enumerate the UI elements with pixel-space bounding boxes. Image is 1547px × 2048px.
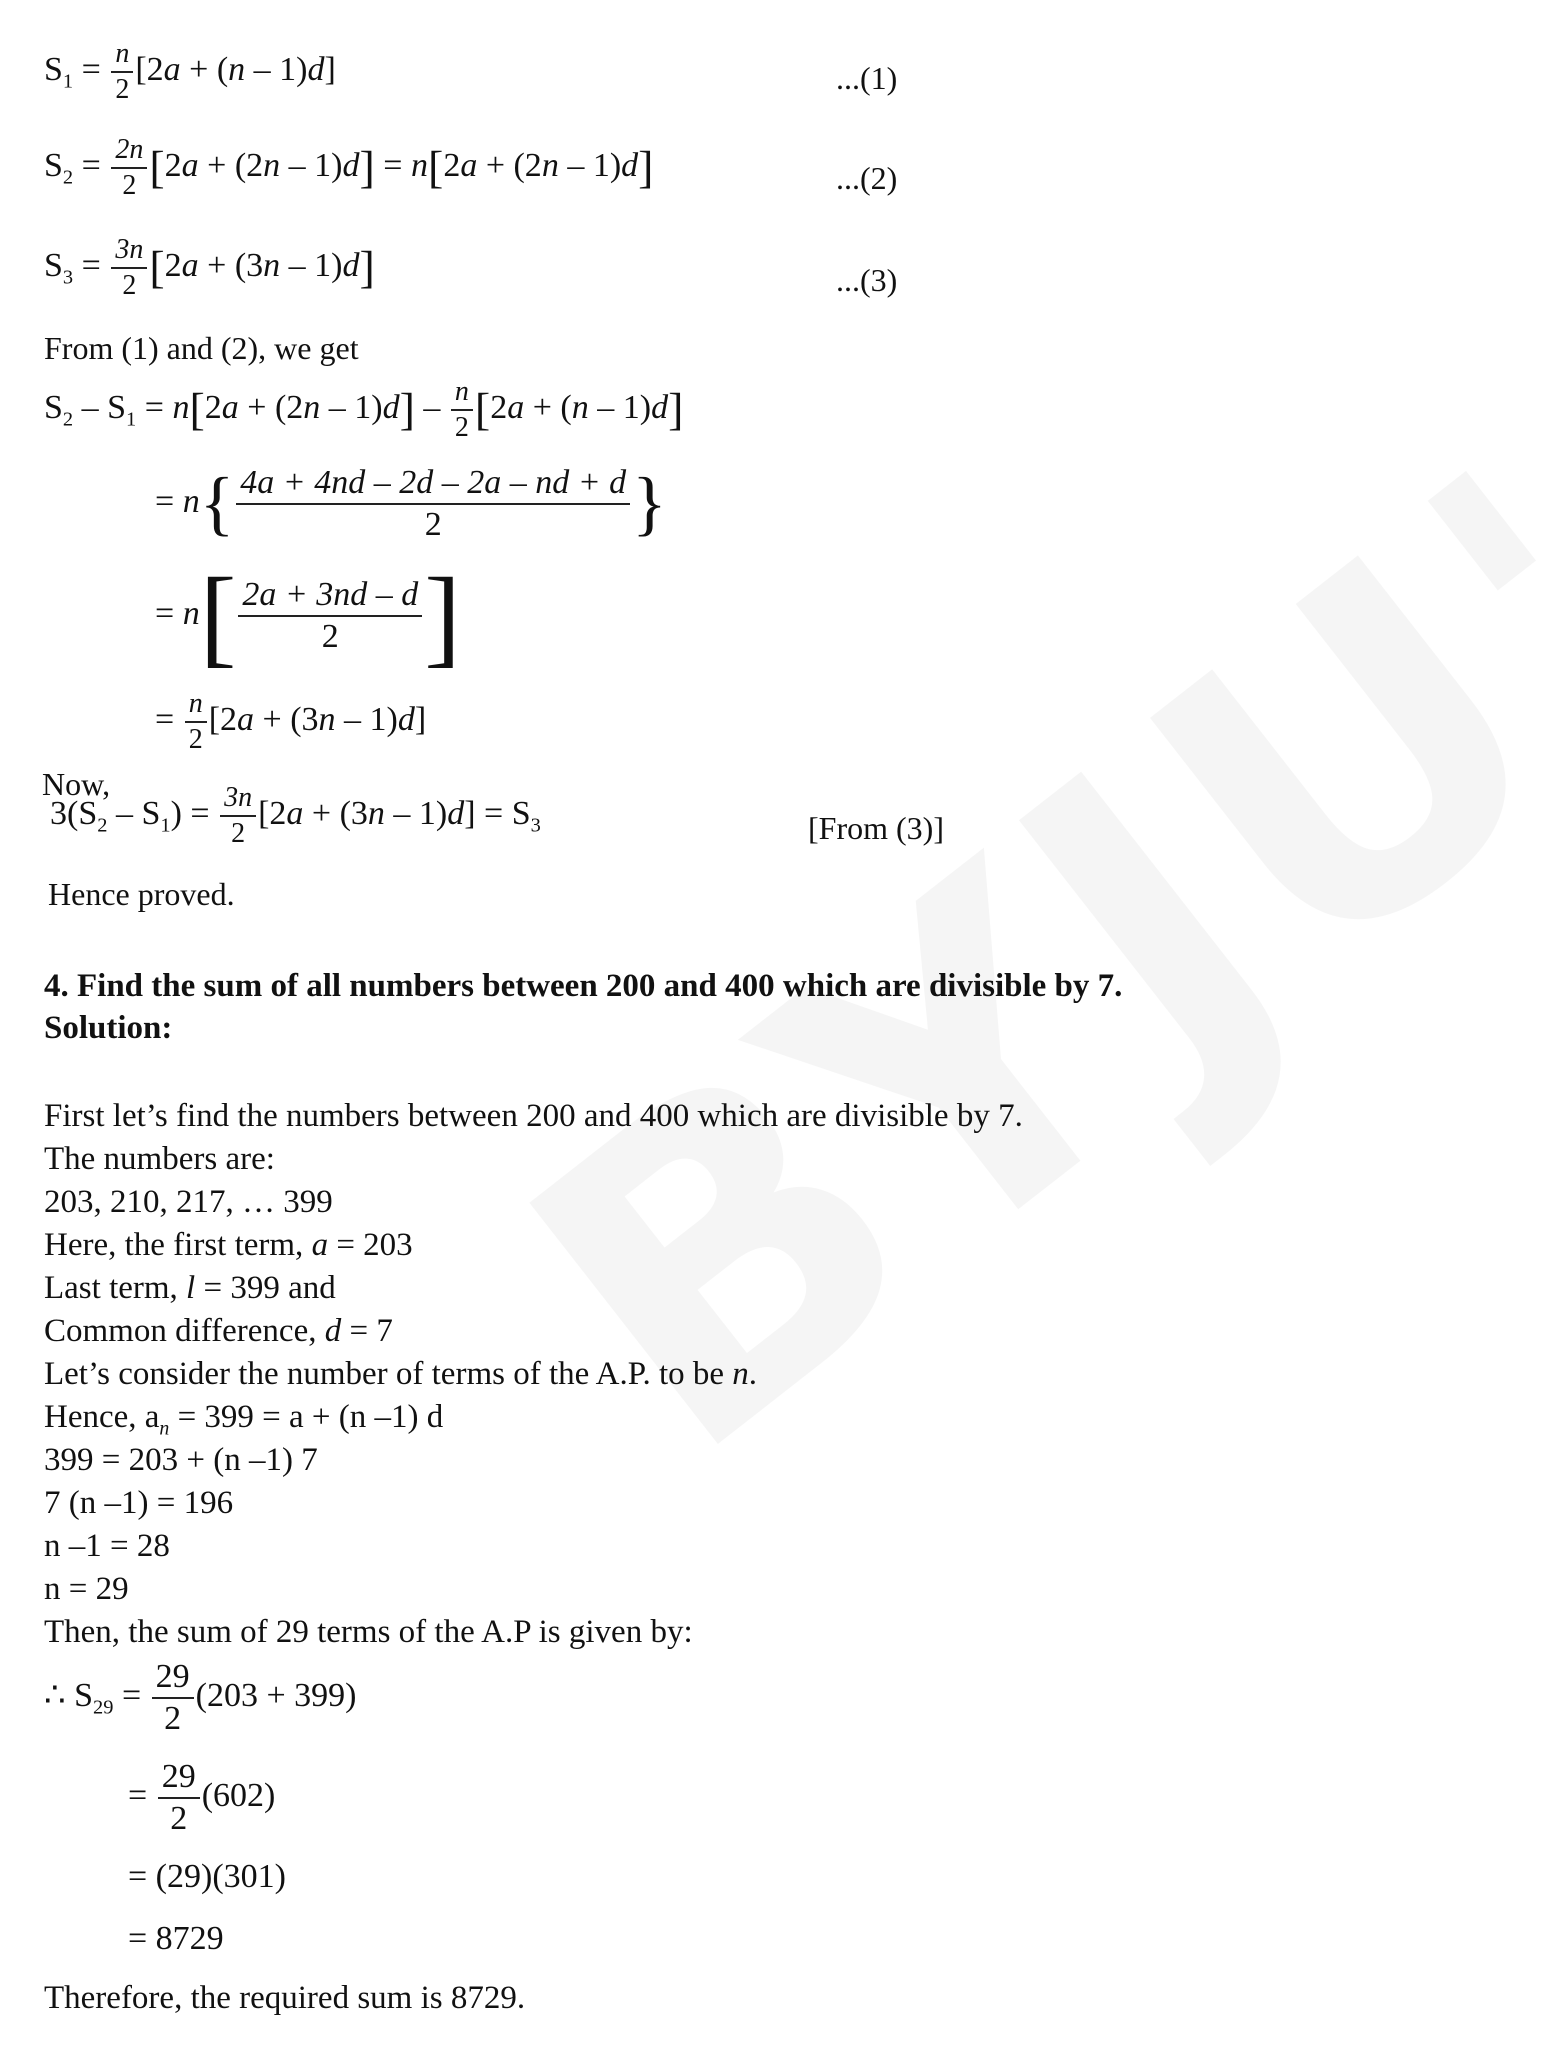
equation-step-1: = n{ $\frac{4a + 4nd - 2d - 2a - nd + d}{2}$ }: [155, 463, 667, 544]
equation-tag-1: ...(1): [836, 60, 898, 96]
solution-line-3: 203, 210, 217, … 399: [44, 1184, 333, 1220]
sum-step-4: = 8729: [128, 1920, 224, 1957]
equation-step-3: = $\frac{n}{2}$ [2a + (3n – 1)d]: [155, 688, 427, 755]
solution-line-2: The numbers are:: [44, 1141, 275, 1177]
sum-step-3: = (29)(301): [128, 1858, 286, 1895]
from-3-note: [From (3)]: [808, 810, 944, 846]
equation-tag-3: ...(3): [836, 262, 898, 298]
solution-line-10: 7 (n –1) = 196: [44, 1485, 234, 1521]
solution-line-1: First let’s find the numbers between 200 and 400 which are divisible by 7.: [44, 1098, 1023, 1134]
solution-line-9: 399 = 203 + (n –1) 7: [44, 1442, 318, 1478]
solution-line-7: Let’s consider the number of terms of the A.P. to be n.: [44, 1356, 758, 1392]
equation-s3: $S_3$ = $\frac{3n}{2}$ [2a + (3n – 1)d]: [44, 234, 375, 301]
question-title: 4. Find the sum of all numbers between 200 and 400 which are divisible by 7.: [44, 968, 1123, 1004]
equation-final-relation: $3(S_2 - S_1)$ = $\frac{3n}{2}$ $[2a + (3n - 1)d] = S_3$: [50, 782, 541, 849]
sum-step-1: ∴ $S_{29}$ = $\frac{29}{2}$ (203 + 399): [44, 1658, 357, 1737]
text-from-1-2: From (1) and (2), we get: [44, 330, 359, 366]
solution-label: Solution:: [44, 1010, 173, 1046]
final-answer: Therefore, the required sum is 8729.: [44, 1980, 526, 2016]
solution-line-5: Last term, l = 399 and: [44, 1270, 336, 1306]
sum-step-2: = $\frac{29}{2}$ (602): [128, 1758, 276, 1837]
solution-line-8: Hence, $a_n = 399 = a + (n$ –1) d: [44, 1399, 444, 1440]
equation-tag-2: ...(2): [836, 160, 898, 196]
solution-line-13: Then, the sum of 29 terms of the A.P is given by:: [44, 1614, 693, 1650]
equation-s1: $S_1$ = $\frac{n}{2}$ [2a + (n – 1)d]: [44, 38, 336, 105]
solution-line-4: Here, the first term, a = 203: [44, 1227, 413, 1263]
solution-line-11: n –1 = 28: [44, 1528, 170, 1564]
equation-step-2: = n[ $\frac{2a + 3nd - d}{2}$ ]: [155, 555, 461, 677]
text-hence-proved: Hence proved.: [48, 876, 235, 912]
text-now: Now,: [42, 766, 111, 802]
solution-line-6: Common difference, d = 7: [44, 1313, 393, 1349]
equation-s2-minus-s1: $S_2 - S_1 = n[2a + (2n - 1)d]$ – $\frac{n}{2}$ [2a + (n – 1)d]: [44, 376, 684, 443]
solution-line-12: n = 29: [44, 1571, 129, 1607]
equation-s2: $S_2$ = $\frac{2n}{2}$ [2a + (2n – 1)d] = n[2a + (2n – 1)d]: [44, 134, 654, 201]
